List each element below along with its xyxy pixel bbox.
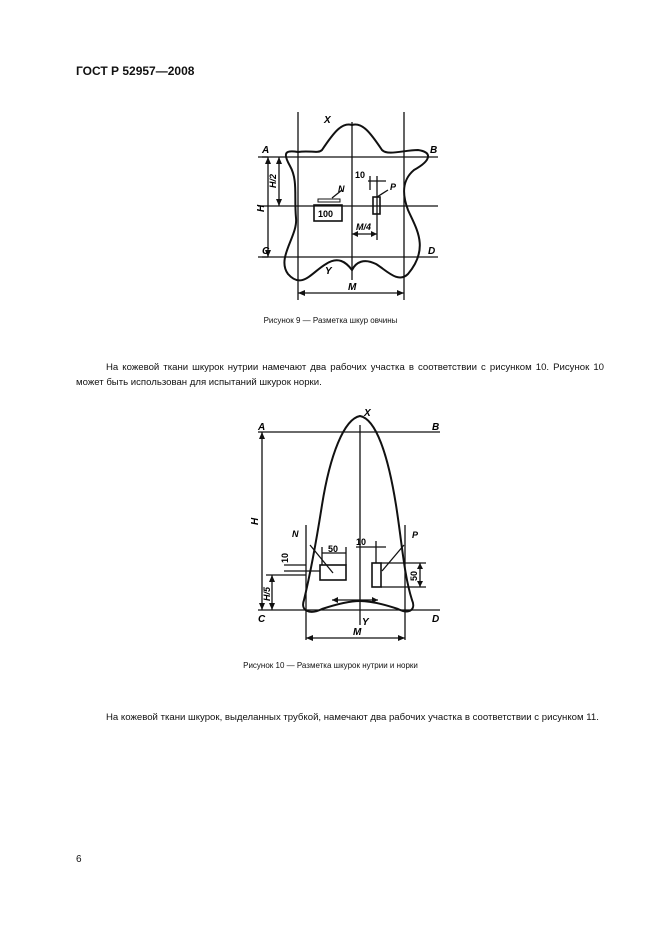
figure-9-caption: Рисунок 9 — Разметка шкур овчины	[263, 316, 398, 325]
figure-10-caption: Рисунок 10 — Разметка шкурок нутрии и норки	[243, 661, 418, 670]
fig10-label-10-n: 10	[280, 552, 290, 563]
fig10-label-n: N	[292, 529, 299, 539]
fig9-label-d: D	[428, 246, 436, 257]
fig9-label-10: 10	[355, 170, 366, 180]
fig10-label-10-p: 10	[356, 537, 367, 547]
fig10-label-m: M	[353, 627, 362, 638]
fig10-label-50-n: 50	[328, 544, 339, 554]
paragraph-1: На кожевой ткани шкурок нутрии намечают два рабочих участка в соответствии с рисунком 10. Рисунок 10 может быть использован для испытаний шкурок норки.	[76, 362, 604, 388]
fig10-label-x: X	[364, 408, 371, 419]
fig9-label-h2: H/2	[268, 173, 278, 188]
fig9-label-a: A	[262, 145, 270, 156]
fig9-label-b: B	[430, 145, 438, 156]
figure-9-sheepskin-diagram	[0, 0, 661, 340]
fig10-label-c: C	[258, 614, 266, 625]
fig10-label-d: D	[432, 614, 440, 625]
fig10-label-p: P	[412, 530, 419, 540]
fig9-label-m4: M/4	[356, 222, 372, 232]
paragraph-2: На кожевой ткани шкурок, выделанных трубкой, намечают два рабочих участка в соответствии с рисунком 11.	[106, 712, 599, 723]
fig9-label-100: 100	[318, 209, 334, 219]
fig10-label-b: B	[432, 422, 440, 433]
fig10-label-h5: H/5	[262, 586, 272, 601]
fig10-label-a: A	[258, 422, 266, 433]
document-header: ГОСТ Р 52957—2008	[76, 64, 195, 78]
fig9-label-y: Y	[325, 266, 332, 277]
fig9-label-m: M	[348, 282, 357, 293]
fig10-label-h: H	[250, 517, 261, 525]
fig9-label-n: N	[338, 184, 345, 194]
figure-10-nutria-mink-diagram	[0, 395, 661, 655]
fig9-label-h: H	[256, 204, 267, 212]
page-number: 6	[76, 854, 82, 865]
fig10-label-y: Y	[362, 617, 369, 628]
fig9-label-c: C	[262, 246, 270, 257]
fig9-label-p: P	[390, 182, 397, 192]
fig9-label-x: X	[324, 115, 331, 126]
fig10-label-50-p: 50	[409, 570, 419, 581]
